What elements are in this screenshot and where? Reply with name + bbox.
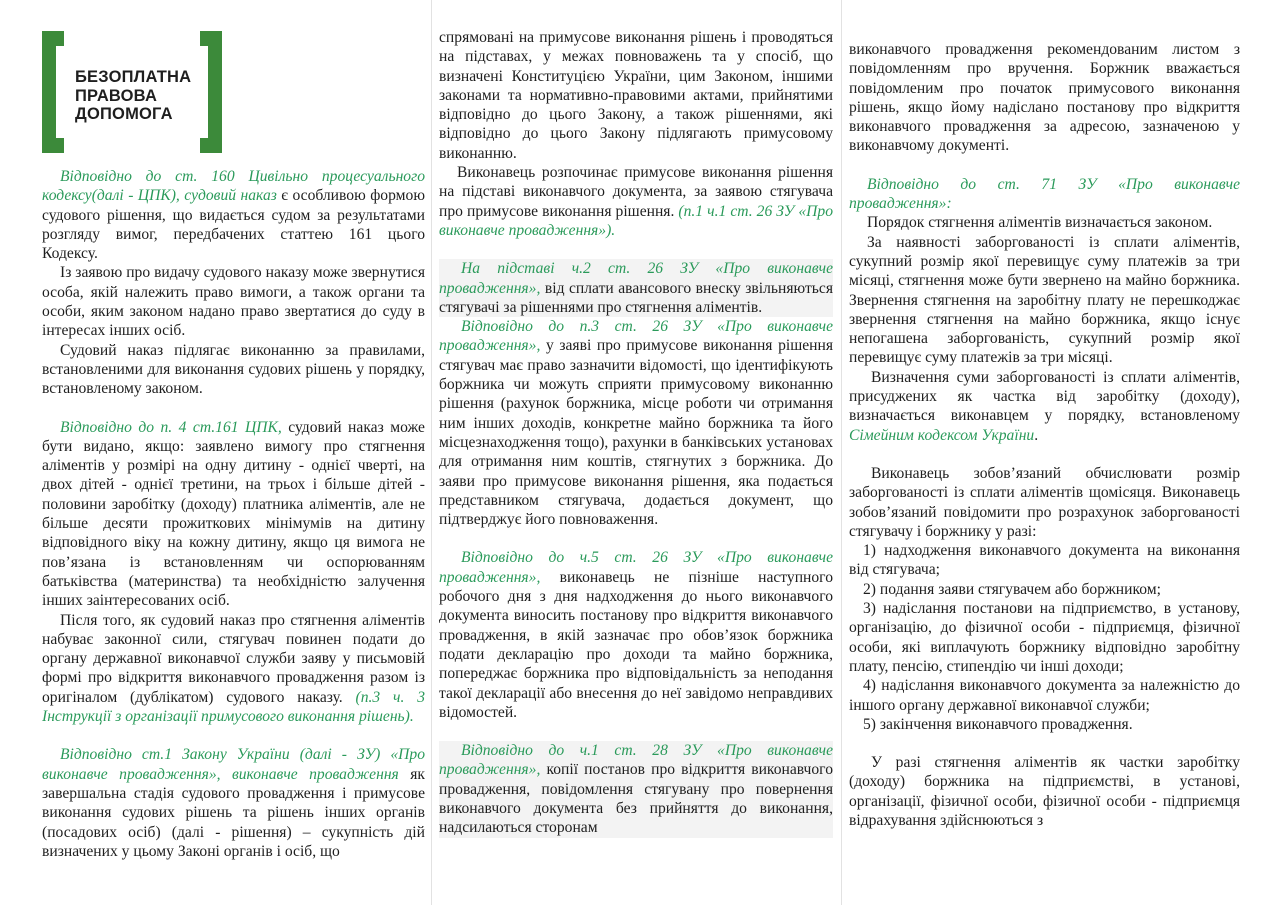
paragraph-text: Після того, як судовий наказ про стягнення аліментів набуває законної сили, стягувач повинен подати до органу державної виконавчої служби заяву у письмовій формі про відкриття виконавчого провадження разом із оригіналом (дублікатом) судового наказу. (42, 611, 425, 706)
law-reference: Відповідно до ч.1 ст. 28 ЗУ «Про виконавче провадження», (439, 742, 833, 779)
paragraph: виконавчого провадження рекомендованим листом з повідомленням про вручення. Боржник вважається повідомленим про початок примусового виконання рішень, якщо йому надіслано постанову про відкриття виконавчого провадження за адресою, зазначеною у виконавчому документі. (849, 41, 1240, 155)
law-reference: Відповідно ст.1 Закону України (далі - ЗУ) «Про виконавче провадження», виконавче провадження (42, 746, 425, 783)
column-2 (439, 28, 833, 838)
logo-line-1: БЕЗОПЛАТНА (75, 68, 192, 86)
column-3 (849, 40, 1240, 830)
left-bracket-icon (42, 31, 64, 153)
paragraph (42, 418, 425, 611)
paragraph (439, 259, 833, 317)
paragraph (42, 745, 425, 861)
paragraph-text: Визначення суми заборгованості із сплати аліментів, присуджених як частка від заробітку (доходу), визначається виконавцем у порядку, встановленому (849, 368, 1240, 425)
paragraph (42, 167, 425, 263)
paragraph (439, 548, 833, 722)
paragraph-text: у заяві про примусове виконання рішення стягувач має право зазначити відомості, що ідентифікують боржника чи можуть сприяти примусовому виконанню рішення (рахунок боржника, місце роботи чи отримання ним інших доходів, конкретне майно боржника та його місцезнаходження тощо), рахунки в банківських установах для отримання ним коштів, стягнутих з боржника. До заяви про примусове виконання рішення, яка подається представником стягувача, додається документ, що підтверджує його повноваження. (439, 337, 833, 529)
paragraph-text: Виконавець розпочинає примусове виконання рішення на підставі виконавчого документа, за заявою стягувача про примусове виконання рішення. (439, 164, 833, 220)
paragraph (849, 175, 1240, 214)
law-reference: (п.1 ч.1 ст. 26 ЗУ «Про виконавче провадження»). (439, 202, 833, 239)
logo-line-2: ПРАВОВА (75, 86, 158, 105)
free-legal-aid-logo (42, 31, 222, 153)
law-reference: На підставі ч.2 ст. 26 ЗУ «Про виконавче провадження», (439, 260, 833, 297)
list-item: 4) надіслання виконавчого документа за належністю до іншого органу державної виконавчої служби; (849, 677, 1240, 714)
paragraph (439, 317, 833, 529)
paragraph: Виконавець зобов’язаний обчислювати розмір заборгованості із сплати аліментів щомісяця. Виконавець зобов’язаний повідомити про розрахунок заборгованості стягувачу і боржнику у разі: (849, 464, 1240, 540)
law-reference: Відповідно до п.3 ст. 26 ЗУ «Про виконавче провадження», (439, 318, 833, 355)
paragraph-text: від сплати авансового внеску звільняються стягувачі за рішеннями про стягнення аліментів. (439, 279, 833, 316)
law-reference: Відповідно до ч.5 ст. 26 ЗУ «Про виконавче провадження», (439, 549, 833, 586)
paragraph-text: копії постанов про відкриття виконавчого провадження, повідомлення стягувану про повернення виконавчого документа без прийняття до виконання, надсилаються сторонам (439, 761, 833, 837)
list-item: 5) закінчення виконавчого провадження. (863, 715, 1133, 733)
law-reference: (п.3 ч. 3 Інструкції з організації примусового виконання рішень). (42, 688, 426, 726)
paragraph: спрямовані на примусове виконання рішень і проводяться на підставах, у межах повноважень та у спосіб, що визначені Конституцією України, цим Законом, іншими законами та нормативно-правовими актами, прийнятими відповідно до цього Закону, а також рішеннями, які відповідно до цього Закону підлягають примусовому виконанню. (439, 29, 833, 162)
logo-text (75, 68, 215, 124)
column-divider (841, 0, 842, 905)
paragraph-text: як завершальна стадія судового провадження і примусове виконання судових рішень та рішень інших органів (посадових осіб) (далі - рішення) – сукупність дій визначених у цьому Законі органів і осіб, що (42, 765, 425, 860)
column-divider (431, 0, 432, 905)
paragraph-text: виконавець не пізніше наступного робочого дня з дня надходження до нього виконавчого документа виносить постанову про відкриття виконавчого провадження, в якій зазначає про обов’язок боржника подати декларацію про доходи та майно боржника, попереджає боржника про відповідальність за неподання такої декларації або внесення до неї завідомо неправдивих відомостей. (439, 568, 833, 721)
column-1 (42, 28, 425, 861)
paragraph (439, 163, 833, 240)
paragraph: Із заявою про видачу судового наказу може звернутися особа, якій належить право вимоги, а також органи та особи, яким законом надано право звертатися до суду в інтересах інших осіб. (42, 264, 425, 340)
paragraph (849, 368, 1240, 445)
paragraph: Судовий наказ підлягає виконанню за правилами, встановленими для виконання судових рішень у порядку, встановленому законом. (42, 341, 425, 398)
paragraph-text: . (1034, 426, 1039, 444)
law-reference: Відповідно до п. 4 ст.161 ЦПК, (60, 418, 282, 436)
paragraph (42, 611, 425, 727)
list-item: 2) подання заяви стягувачем або боржником; (863, 580, 1161, 598)
paragraph (439, 741, 833, 837)
list-item: 3) надіслання постанови на підприємство, в установу, організацію, до фізичної особи - підприємця, фізичної особи, які виплачують боржнику відповідно заробітну плату, пенсію, стипендію чи інші доходи; (849, 600, 1240, 675)
paragraph: За наявності заборгованості із сплати аліментів, сукупний розмір якої перевищує суму платежів за три місяці, стягнення може бути звернено на майно боржника. Звернення стягнення на заробітну плату не перешкоджає звернення стягнення на майно боржника, якщо існує непогашена заборгованість, сукупний розмір якої перевищує суму платежів за три місяці. (849, 233, 1240, 367)
notification-list (849, 541, 1240, 734)
list-item: 1) надходження виконавчого документа на виконання від стягувача; (849, 542, 1240, 579)
paragraph: Порядок стягнення аліментів визначається законом. (867, 214, 1213, 232)
paragraph: У разі стягнення аліментів як частки заробітку (доходу) боржника на підприємстві, в установі, організації, фізичної особи, фізичної особи - підприємця відрахування здійснюються з (849, 754, 1240, 829)
paragraph-text: є особливою формою судового рішення, що видається судом за результатами розгляду вимог, передбачених статтею 161 цього Кодексу. (42, 187, 425, 263)
logo-line-3: ДОПОМОГА (75, 105, 173, 123)
paragraph-text: судовий наказ може бути видано, якщо: заявлено вимогу про стягнення аліментів у розмірі на одну дитину - однієї чверті, на двох дітей - однієї третини, на трьох і більше дітей - половини заробітку (доходу) платника аліментів, але не більше десяти прожиткових мінімумів на дитину відповідного віку на кожну дитину, якщо ця вимога не пов’язана із встановленням чи оспорюванням батьківства (материнства) та необхідністю залучення інших заінтересованих осіб. (42, 418, 425, 610)
law-reference: Відповідно до ст. 71 ЗУ «Про виконавче провадження»: (849, 175, 1240, 213)
law-reference: Сімейним кодексом України (849, 426, 1035, 444)
law-reference: Відповідно до ст. 160 Цивільно процесуального кодексу(далі - ЦПК), судовий наказ (42, 168, 425, 205)
